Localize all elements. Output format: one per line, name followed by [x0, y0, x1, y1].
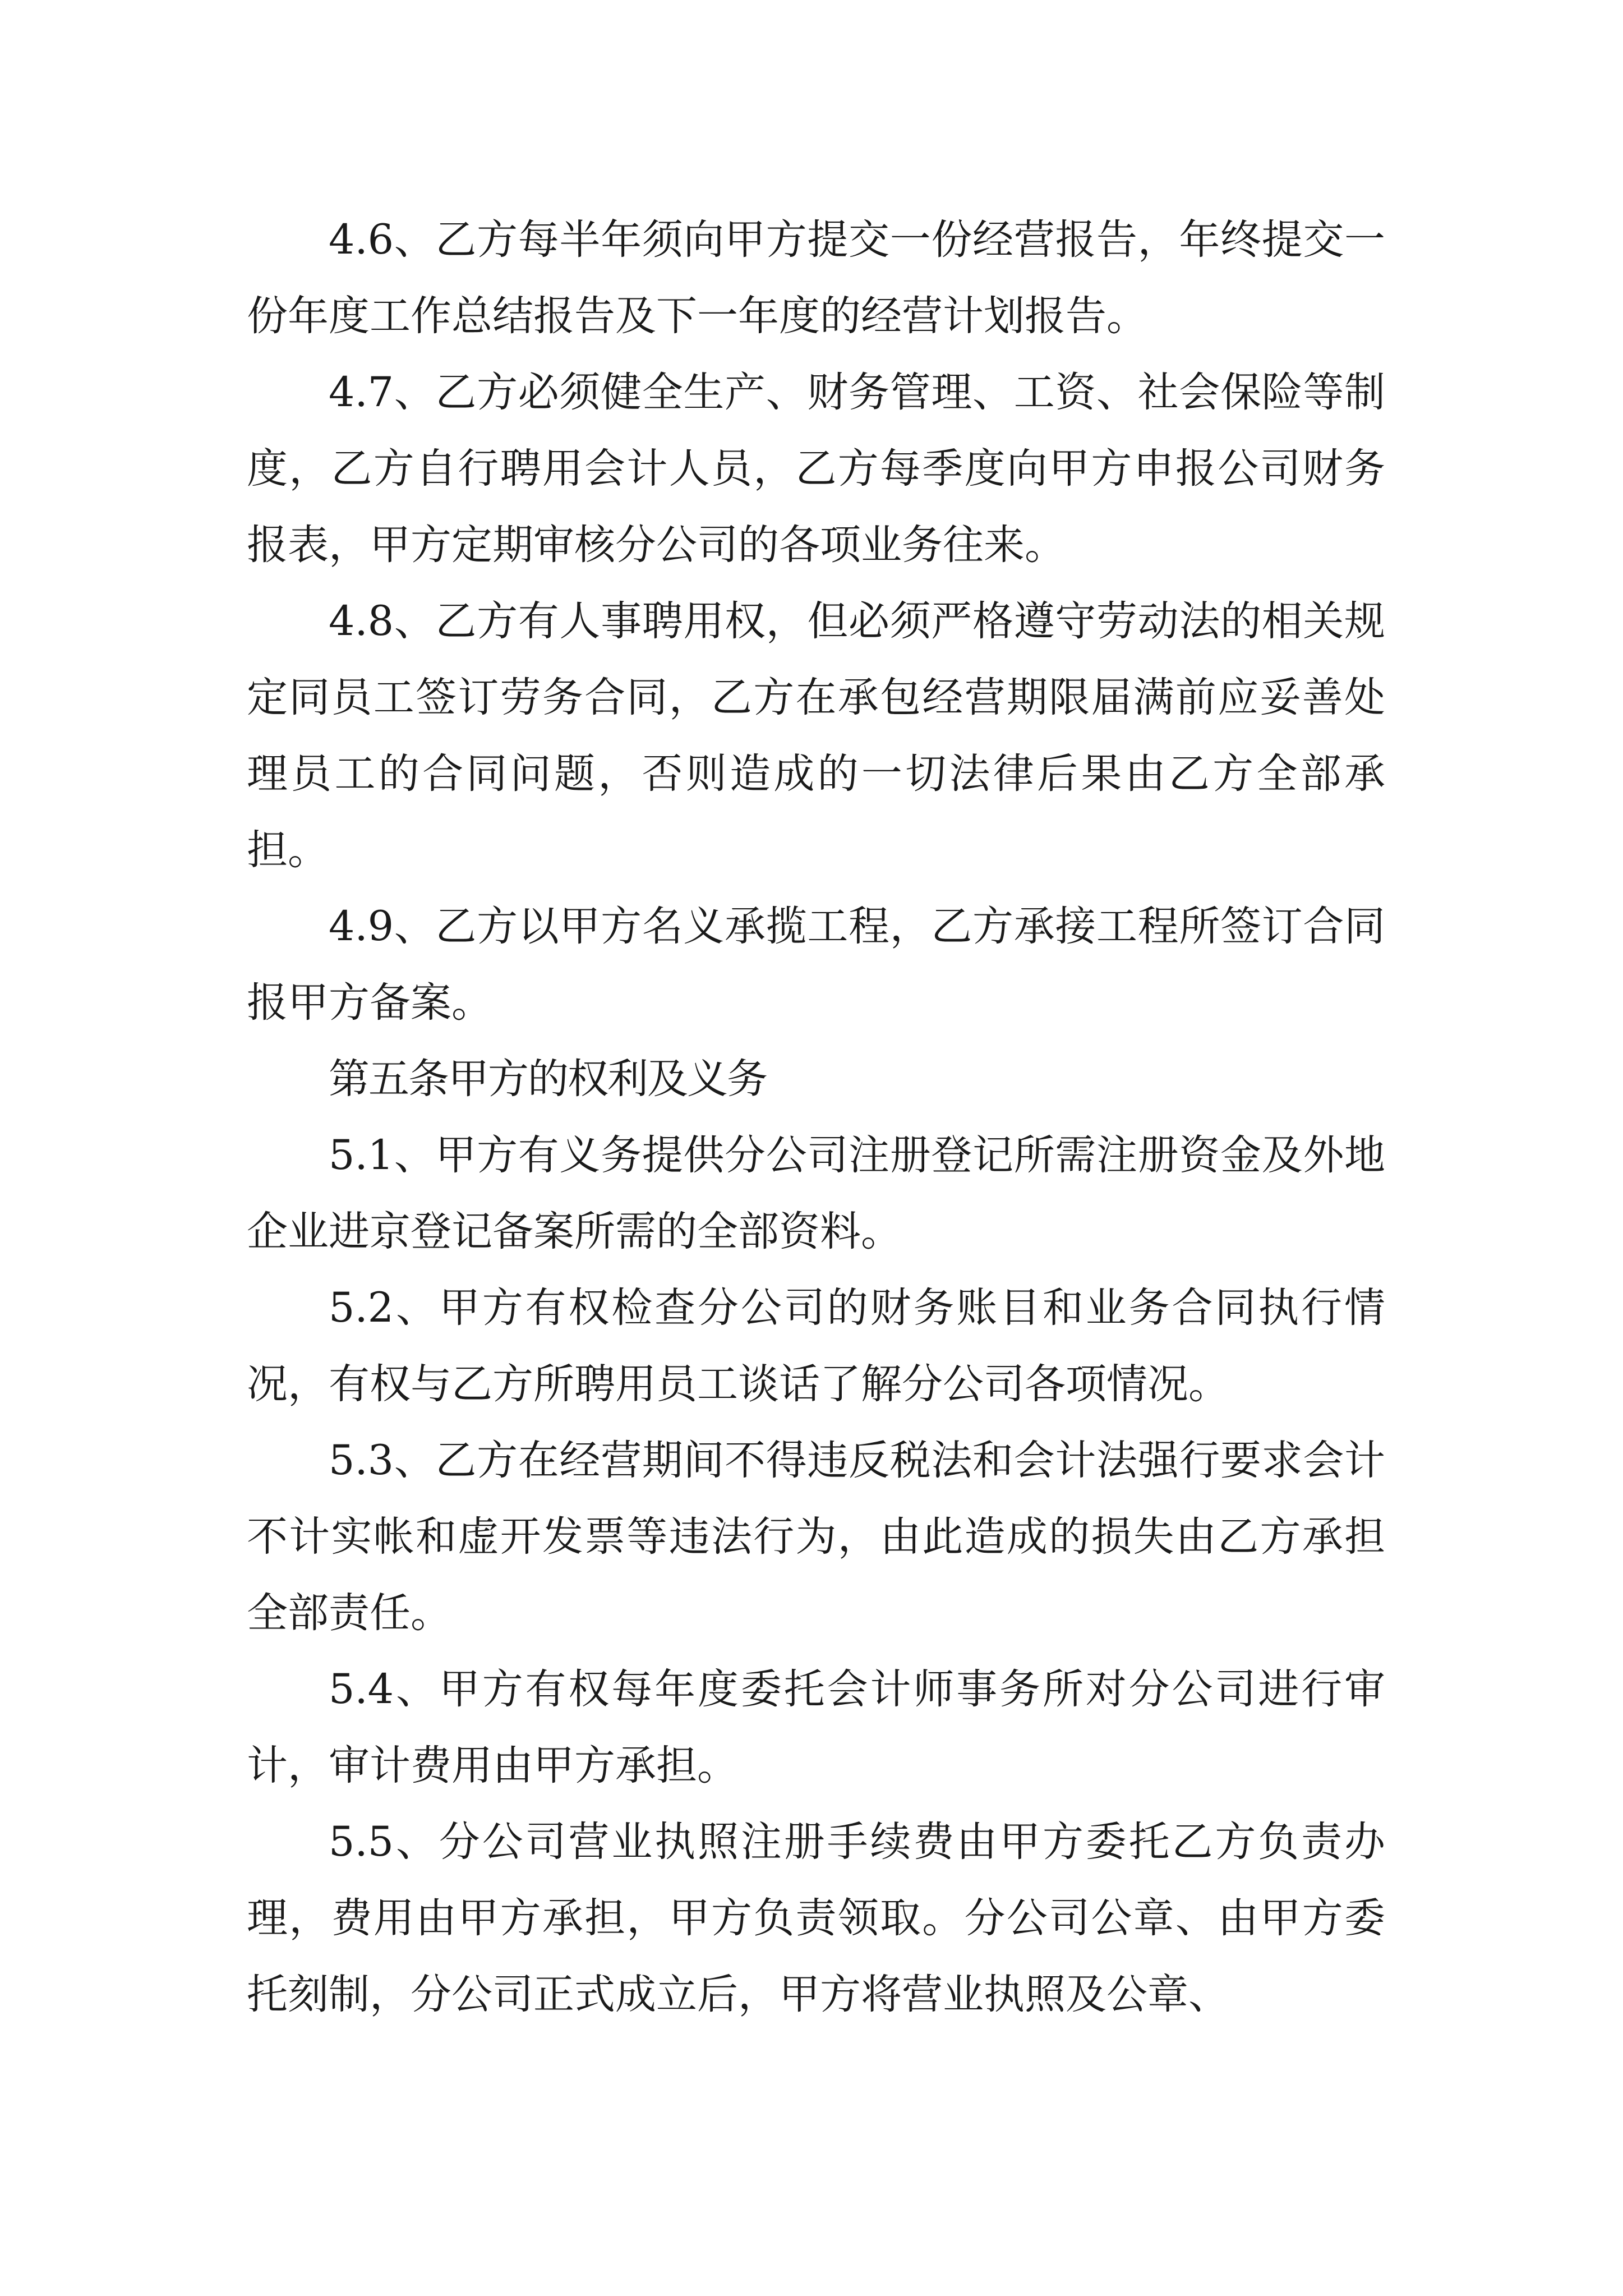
clause-5-5: 5.5、分公司营业执照注册手续费由甲方委托乙方负责办理，费用由甲方承担，甲方负责领取。分公司公章、由甲方委托刻制，分公司正式成立后，甲方将营业执照及公章、 [247, 1818, 1385, 2018]
clause-4-6: 4.6、乙方每半年须向甲方提交一份经营报告，年终提交一份年度工作总结报告及下一年度的经营计划报告。 [247, 216, 1385, 340]
section-heading-article-5: 第五条甲方的权利及义务 [329, 1055, 767, 1103]
clause-5-1: 5.1、甲方有义务提供分公司注册登记所需注册资金及外地企业进京登记备案所需的全部资料。 [247, 1131, 1385, 1255]
clause-4-7: 4.7、乙方必须健全生产、财务管理、工资、社会保险等制度，乙方自行聘用会计人员，乙方每季度向甲方申报公司财务报表，甲方定期审核分公司的各项业务往来。 [247, 369, 1385, 569]
clause-4-9: 4.9、乙方以甲方名义承揽工程，乙方承接工程所签订合同报甲方备案。 [247, 903, 1385, 1027]
clause-5-2: 5.2、甲方有权检查分公司的财务账目和业务合同执行情况，有权与乙方所聘用员工谈话了解分公司各项情况。 [247, 1284, 1385, 1408]
clause-4-8: 4.8、乙方有人事聘用权，但必须严格遵守劳动法的相关规定同员工签订劳务合同，乙方在承包经营期限届满前应妥善处理员工的合同问题，否则造成的一切法律后果由乙方全部承担。 [247, 597, 1385, 874]
clause-5-3: 5.3、乙方在经营期间不得违反税法和会计法强行要求会计不计实帐和虚开发票等违法行为，由此造成的损失由乙方承担全部责任。 [247, 1437, 1385, 1637]
clause-5-4: 5.4、甲方有权每年度委托会计师事务所对分公司进行审计，审计费用由甲方承担。 [247, 1665, 1385, 1789]
document-body [247, 202, 1385, 2033]
